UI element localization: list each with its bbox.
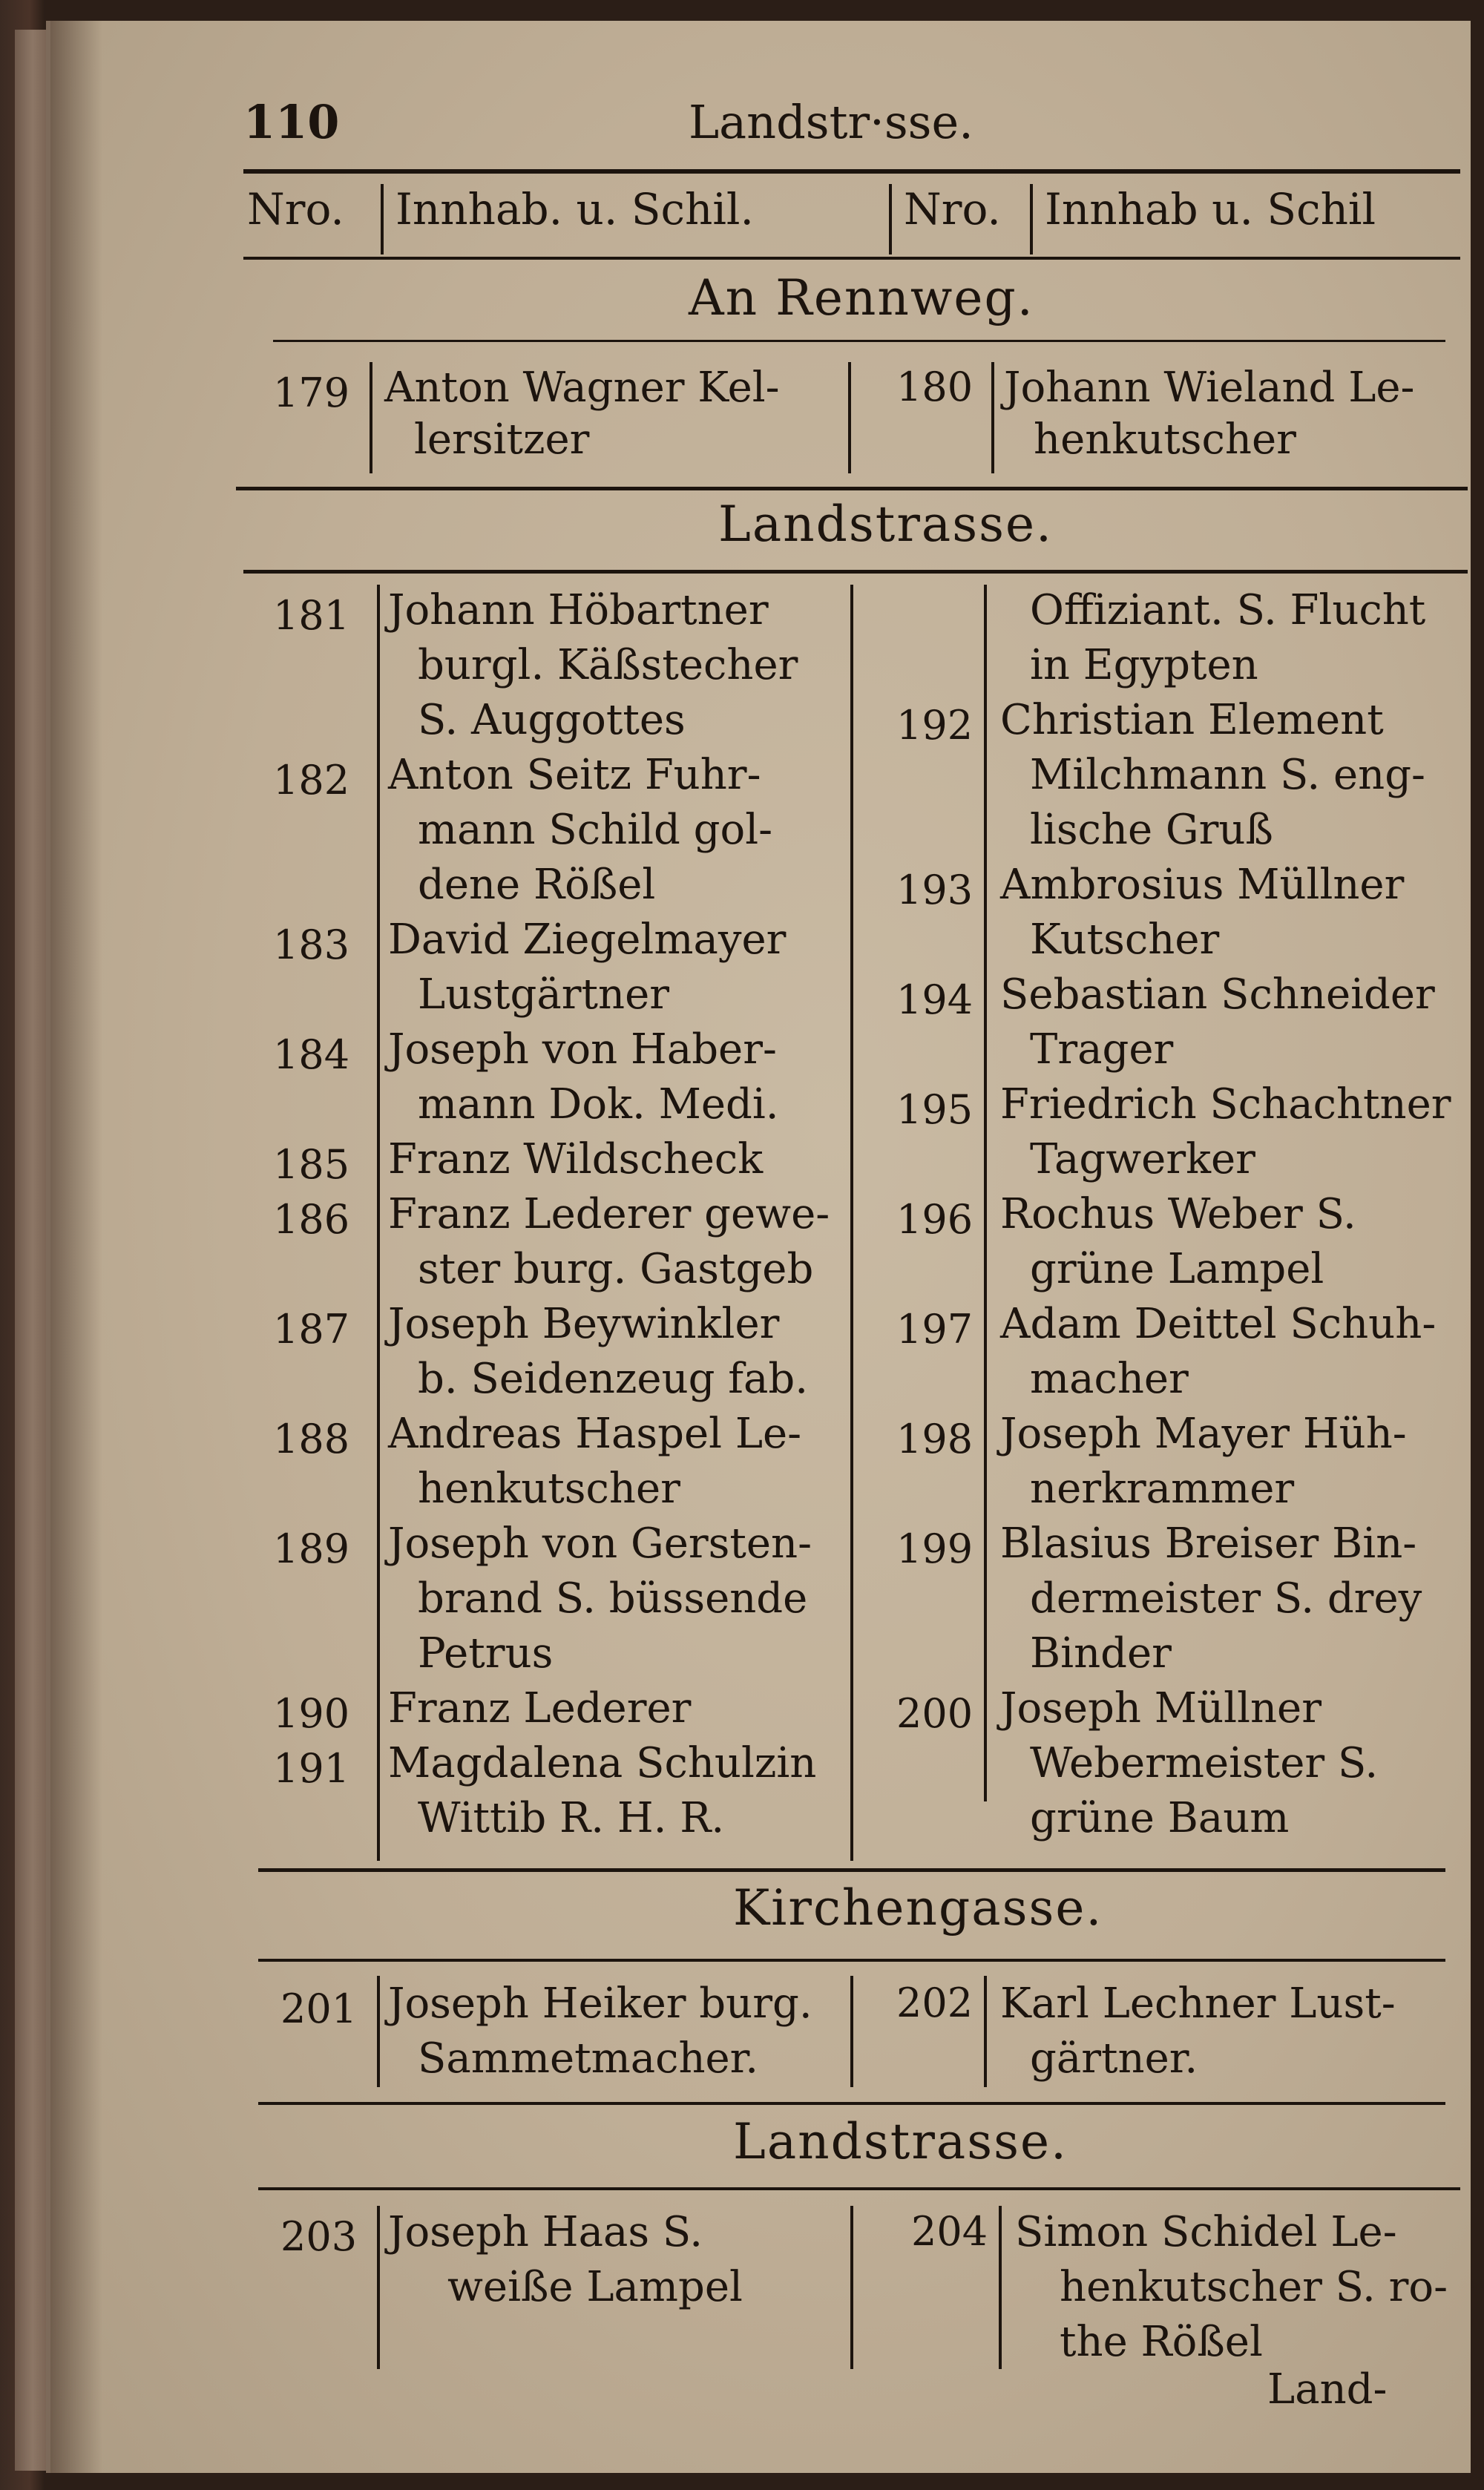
entry-line: henkutscher	[418, 1465, 680, 1513]
rule	[258, 1959, 1445, 1962]
rule	[258, 2102, 1445, 2105]
entry-line: mann Dok. Medi.	[418, 1080, 779, 1129]
entry-line: ster burg. Gastgeb	[418, 1245, 814, 1293]
entry-number: 197	[896, 1306, 974, 1353]
entry-line: dene Rößel	[418, 861, 656, 909]
entry-line: Ambrosius Müllner	[1000, 861, 1405, 909]
entry-line: Joseph Haas S.	[388, 2208, 703, 2256]
rule	[273, 340, 1445, 342]
entry-line: mann Schild gol-	[418, 806, 773, 854]
page-number: 110	[243, 95, 340, 149]
col-holder-left: Innhab. u. Schil.	[395, 184, 754, 234]
entry-line: Lustgärtner	[418, 970, 669, 1019]
entry-number: 184	[273, 1031, 350, 1078]
rule	[243, 257, 1460, 260]
entry-number: 190	[273, 1690, 350, 1737]
entry-line: Anton Seitz Fuhr-	[388, 751, 761, 799]
entry-number: 198	[896, 1416, 974, 1462]
entry-number: 196	[896, 1196, 974, 1243]
entry-line: Milchmann S. eng-	[1030, 751, 1425, 799]
entry-line: Franz Lederer	[388, 1684, 692, 1732]
col-divider	[377, 1976, 380, 2087]
col-divider	[889, 184, 892, 254]
col-divider	[848, 362, 851, 473]
entry-number: 195	[896, 1086, 974, 1133]
running-title: Landstr·sse.	[689, 95, 974, 149]
entry-number: 194	[896, 976, 974, 1023]
entry-line: Joseph von Gersten-	[388, 1520, 812, 1568]
street-heading: Landstrasse.	[718, 496, 1054, 553]
entry-line: Petrus	[418, 1629, 554, 1678]
entry-line: Karl Lechner Lust-	[1000, 1980, 1396, 2028]
entry-number: 189	[273, 1525, 350, 1572]
col-divider	[984, 585, 987, 1801]
entry-line: lische Gruß	[1030, 806, 1273, 854]
entry-number: 204	[911, 2208, 988, 2255]
entry-line: Joseph Beywinkler	[388, 1300, 780, 1348]
entry-line: Joseph Müllner	[1000, 1684, 1322, 1732]
book-page	[46, 21, 1471, 2473]
entry-line: in Egypten	[1030, 641, 1258, 689]
entry-line: Johann Wieland Le-	[1004, 364, 1415, 412]
entry-number: 186	[273, 1196, 350, 1243]
entry-line: brand S. büssende	[418, 1574, 808, 1623]
entry-line: Sebastian Schneider	[1000, 970, 1435, 1019]
entry-line: lersitzer	[414, 415, 590, 464]
col-divider	[377, 2206, 380, 2369]
header-rule	[243, 169, 1460, 174]
entry-line: Rochus Weber S.	[1000, 1190, 1356, 1238]
col-nro-left: Nro.	[247, 184, 344, 234]
entry-line: macher	[1030, 1355, 1189, 1403]
entry-number: 201	[280, 1985, 358, 2032]
entry-line: Simon Schidel Le-	[1015, 2208, 1397, 2256]
col-divider	[991, 362, 994, 473]
entry-line: Blasius Breiser Bin-	[1000, 1520, 1417, 1568]
rule	[258, 1868, 1445, 1872]
entry-number: 200	[896, 1690, 974, 1737]
rule	[243, 570, 1468, 574]
entry-line: dermeister S. drey	[1030, 1574, 1422, 1623]
entry-line: Andreas Haspel Le-	[388, 1410, 802, 1458]
col-divider	[999, 2206, 1002, 2369]
rule	[258, 2187, 1460, 2190]
entry-number: 199	[896, 1525, 974, 1572]
entry-line: Joseph Heiker burg.	[388, 1980, 812, 2028]
entry-line: b. Seidenzeug fab.	[418, 1355, 809, 1403]
entry-line: the Rößel	[1060, 2318, 1263, 2366]
col-divider	[850, 2206, 853, 2369]
entry-number: 187	[273, 1306, 350, 1353]
entry-number: 188	[273, 1416, 350, 1462]
entry-line: Wittib R. H. R.	[418, 1794, 725, 1842]
entry-line: David Ziegelmayer	[388, 916, 787, 964]
gutter-shadow	[50, 21, 102, 2473]
entry-line: Binder	[1030, 1629, 1172, 1678]
entry-line: Joseph Mayer Hüh-	[1000, 1410, 1407, 1458]
entry-line: burgl. Käßstecher	[418, 641, 798, 689]
entry-line: grüne Lampel	[1030, 1245, 1324, 1293]
col-nro-right: Nro.	[904, 184, 1001, 234]
entry-line: Tagwerker	[1030, 1135, 1255, 1183]
col-divider	[984, 1976, 987, 2087]
entry-number: 182	[273, 757, 350, 804]
entry-line: Franz Lederer gewe-	[388, 1190, 830, 1238]
entry-number: 202	[896, 1980, 974, 2026]
entry-line: weiße Lampel	[447, 2263, 743, 2311]
entry-number: 183	[273, 922, 350, 968]
col-divider	[377, 585, 380, 1861]
street-heading: Kirchengasse.	[733, 1879, 1103, 1937]
catchword: Land-	[1267, 2365, 1388, 2414]
entry-line: Kutscher	[1030, 916, 1220, 964]
entry-line: S. Auggottes	[418, 696, 686, 744]
entry-number: 185	[273, 1141, 350, 1188]
entry-line: Trager	[1030, 1025, 1174, 1074]
entry-number: 193	[896, 867, 974, 913]
entry-number: 180	[896, 364, 974, 410]
entry-line: henkutscher S. ro-	[1060, 2263, 1448, 2311]
rule	[236, 487, 1468, 490]
street-heading: An Rennweg.	[689, 269, 1034, 326]
entry-line: Webermeister S.	[1030, 1739, 1379, 1787]
entry-line: nerkrammer	[1030, 1465, 1295, 1513]
entry-number: 192	[896, 702, 974, 749]
entry-line: Friedrich Schachtner	[1000, 1080, 1451, 1129]
col-divider	[850, 1976, 853, 2087]
col-divider	[370, 362, 372, 473]
entry-number: 181	[273, 592, 350, 639]
entry-line: henkutscher	[1034, 415, 1296, 464]
street-heading: Landstrasse.	[733, 2113, 1068, 2170]
entry-number: 191	[273, 1745, 350, 1792]
entry-line: Franz Wildscheck	[388, 1135, 764, 1183]
col-holder-right: Innhab u. Schil	[1045, 184, 1376, 234]
col-divider	[381, 184, 384, 254]
entry-line: Joseph von Haber-	[388, 1025, 777, 1074]
entry-line: Sammetmacher.	[418, 2034, 759, 2083]
entry-line: Christian Element	[1000, 696, 1384, 744]
entry-number: 203	[280, 2213, 358, 2260]
entry-line: Johann Höbartner	[388, 586, 769, 634]
entry-number: 179	[273, 369, 350, 416]
entry-line: grüne Baum	[1030, 1794, 1290, 1842]
col-divider	[1030, 184, 1033, 254]
entry-line: Anton Wagner Kel-	[384, 364, 780, 412]
entry-line: Magdalena Schulzin	[388, 1739, 817, 1787]
entry-line: Offiziant. S. Flucht	[1030, 586, 1426, 634]
entry-line: gärtner.	[1030, 2034, 1198, 2083]
col-divider	[850, 585, 853, 1861]
entry-line: Adam Deittel Schuh-	[1000, 1300, 1437, 1348]
